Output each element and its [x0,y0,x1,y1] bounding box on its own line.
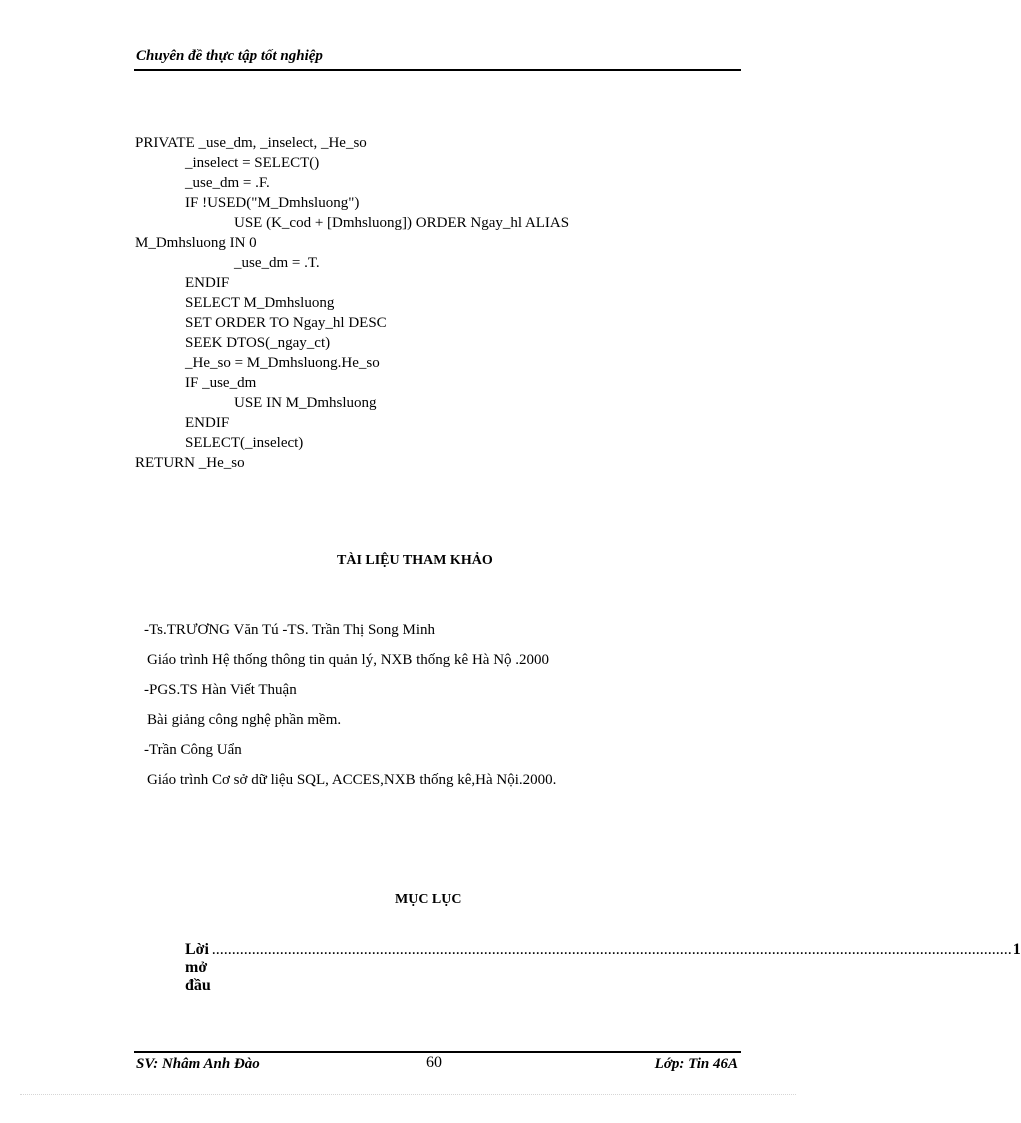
code-line: USE (K_cod + [Dmhsluong]) ORDER Ngay_hl ALIAS [234,215,570,231]
reference-item: -PGS.TS Hàn Viết Thuận [144,682,297,698]
toc-leader-dots: ........................................................................................................................................................................................................ [211,941,1012,958]
code-line: SEEK DTOS(_ngay_ct) [185,335,331,351]
code-line: USE IN M_Dmhsluong [234,395,377,411]
reference-item: -Trần Công Uẩn [144,742,242,758]
footer-rule [134,1051,741,1053]
reference-item: Bài giảng công nghệ phần mềm. [147,712,342,728]
reference-item: -Ts.TRƯƠNG Văn Tú -TS. Trần Thị Song Minh [144,622,436,638]
toc-entry-label: Lời mở đầu [185,941,211,994]
code-line: PRIVATE _use_dm, _inselect, _He_so [135,135,367,151]
toc-entry-page: 1 [1012,941,1021,958]
toc-title: MỤC LỤC [395,892,462,907]
code-line: RETURN _He_so [135,455,245,471]
footer-class: Lớp: Tin 46A [654,1056,738,1072]
toc-entry[interactable] [185,941,1021,995]
code-line: IF _use_dm [185,375,257,391]
code-line: ENDIF [185,415,230,431]
references-title: TÀI LIỆU THAM KHẢO [337,553,493,568]
code-line: _use_dm = .F. [185,175,270,191]
page-edge-divider [20,1094,796,1095]
header-rule [134,69,741,71]
footer-page-number: 60 [426,1054,442,1071]
code-line: SELECT(_inselect) [185,435,304,451]
reference-item: Giáo trình Cơ sở dữ liệu SQL, ACCES,NXB thống kê,Hà Nội.2000. [147,772,557,788]
code-line: IF !USED("M_Dmhsluong") [185,195,360,211]
code-line: _inselect = SELECT() [185,155,320,171]
code-line: ENDIF [185,275,230,291]
code-line: _He_so = M_Dmhsluong.He_so [185,355,380,371]
code-line: SELECT M_Dmhsluong [185,295,335,311]
code-line: SET ORDER TO Ngay_hl DESC [185,315,387,331]
code-line: M_Dmhsluong IN 0 [135,235,257,251]
reference-item: Giáo trình Hệ thống thông tin quản lý, NXB thống kê Hà Nộ .2000 [147,652,550,668]
footer-student: SV: Nhâm Anh Đào [136,1056,260,1072]
code-line: _use_dm = .T. [234,255,320,271]
header-title: Chuyên đề thực tập tốt nghiệp [136,48,323,64]
